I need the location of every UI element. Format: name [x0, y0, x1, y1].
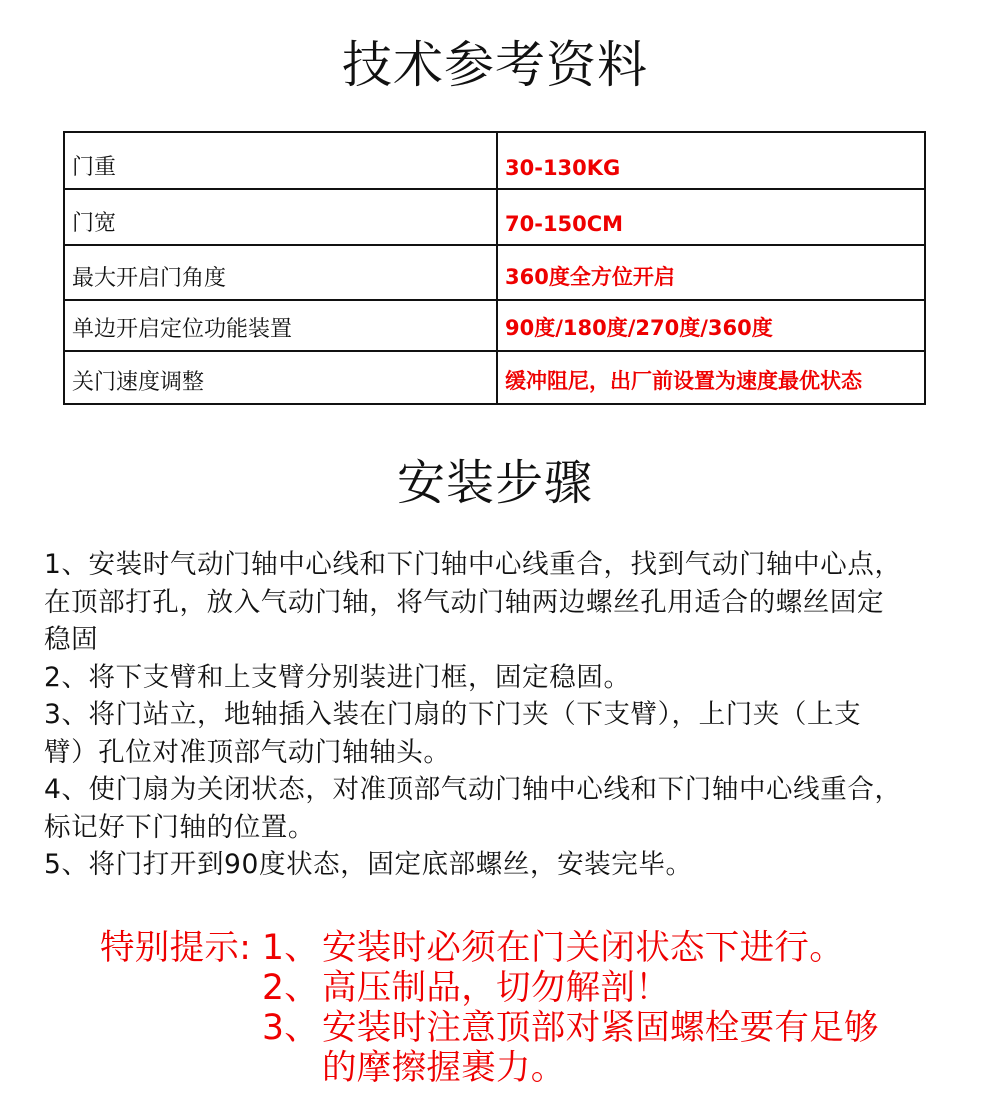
- step-text-line: 5、将门打开到90度状态，固定底部螺丝，安装完毕。: [44, 849, 693, 880]
- spec-label: 最大开启门角度: [64, 245, 497, 300]
- spec-table: [63, 131, 926, 405]
- page-title: 技术参考资料: [342, 36, 648, 94]
- step-text-line: 在顶部打孔，放入气动门轴，将气动门轴两边螺丝孔用适合的螺丝固定: [44, 586, 885, 618]
- table-row: [64, 245, 925, 300]
- spec-label: 门宽: [64, 189, 497, 245]
- spec-label: 门重: [64, 132, 497, 189]
- notice-number: 1、: [262, 928, 320, 968]
- install-step-2: [44, 659, 954, 697]
- install-steps-list: [44, 546, 954, 884]
- notice-item-1: [100, 928, 960, 968]
- step-text-line: 3、将门站立，地轴插入装在门扇的下门夹（下支臂），上门夹（上支: [44, 699, 862, 730]
- table-row: [64, 132, 925, 189]
- table-row: [64, 300, 925, 351]
- install-step-3: [44, 696, 954, 771]
- step-text-line: 稳固: [44, 624, 99, 655]
- table-row: [64, 189, 925, 245]
- install-step-1: [44, 546, 954, 659]
- install-step-4: [44, 771, 954, 846]
- spec-value: 90度/180度/270度/360度: [497, 300, 925, 351]
- section-title-install-steps: 安装步骤: [396, 455, 593, 511]
- step-text-line: 臂）孔位对准顶部气动门轴轴头。: [44, 736, 451, 768]
- notice-item-3: [100, 1008, 960, 1048]
- spec-label: 关门速度调整: [64, 351, 497, 404]
- notice-text: 高压制品，切勿解剖！: [322, 968, 670, 1008]
- notice-text: 安装时注意顶部对紧固螺栓要有足够: [322, 1008, 879, 1048]
- notice-text: 的摩擦握裹力。: [322, 1048, 566, 1088]
- notice-label: 特别提示:: [100, 928, 252, 968]
- install-step-5: [44, 846, 954, 884]
- notice-number: 3、: [262, 1008, 320, 1048]
- spec-value: 360度全方位开启: [497, 245, 925, 300]
- spec-value: 缓冲阻尼，出厂前设置为速度最优状态: [497, 351, 925, 404]
- spec-value: 70-150CM: [497, 189, 925, 245]
- notice-text: 安装时必须在门关闭状态下进行。: [322, 928, 844, 968]
- notice-item-2: [100, 968, 960, 1008]
- notice-number: 2、: [262, 968, 320, 1008]
- step-text-line: 4、使门扇为关闭状态，对准顶部气动门轴中心线和下门轴中心线重合，: [44, 774, 902, 805]
- step-text-line: 2、将下支臂和上支臂分别装进门框，固定稳固。: [44, 661, 631, 693]
- step-text-line: 1、安装时气动门轴中心线和下门轴中心线重合，找到气动门轴中心点，: [44, 549, 902, 580]
- special-notice: [100, 928, 960, 1088]
- notice-item-3-continued: [100, 1048, 960, 1088]
- table-row: [64, 351, 925, 404]
- spec-label: 单边开启定位功能装置: [64, 300, 497, 351]
- spec-value: 30-130KG: [497, 132, 925, 189]
- step-text-line: 标记好下门轴的位置。: [44, 811, 315, 843]
